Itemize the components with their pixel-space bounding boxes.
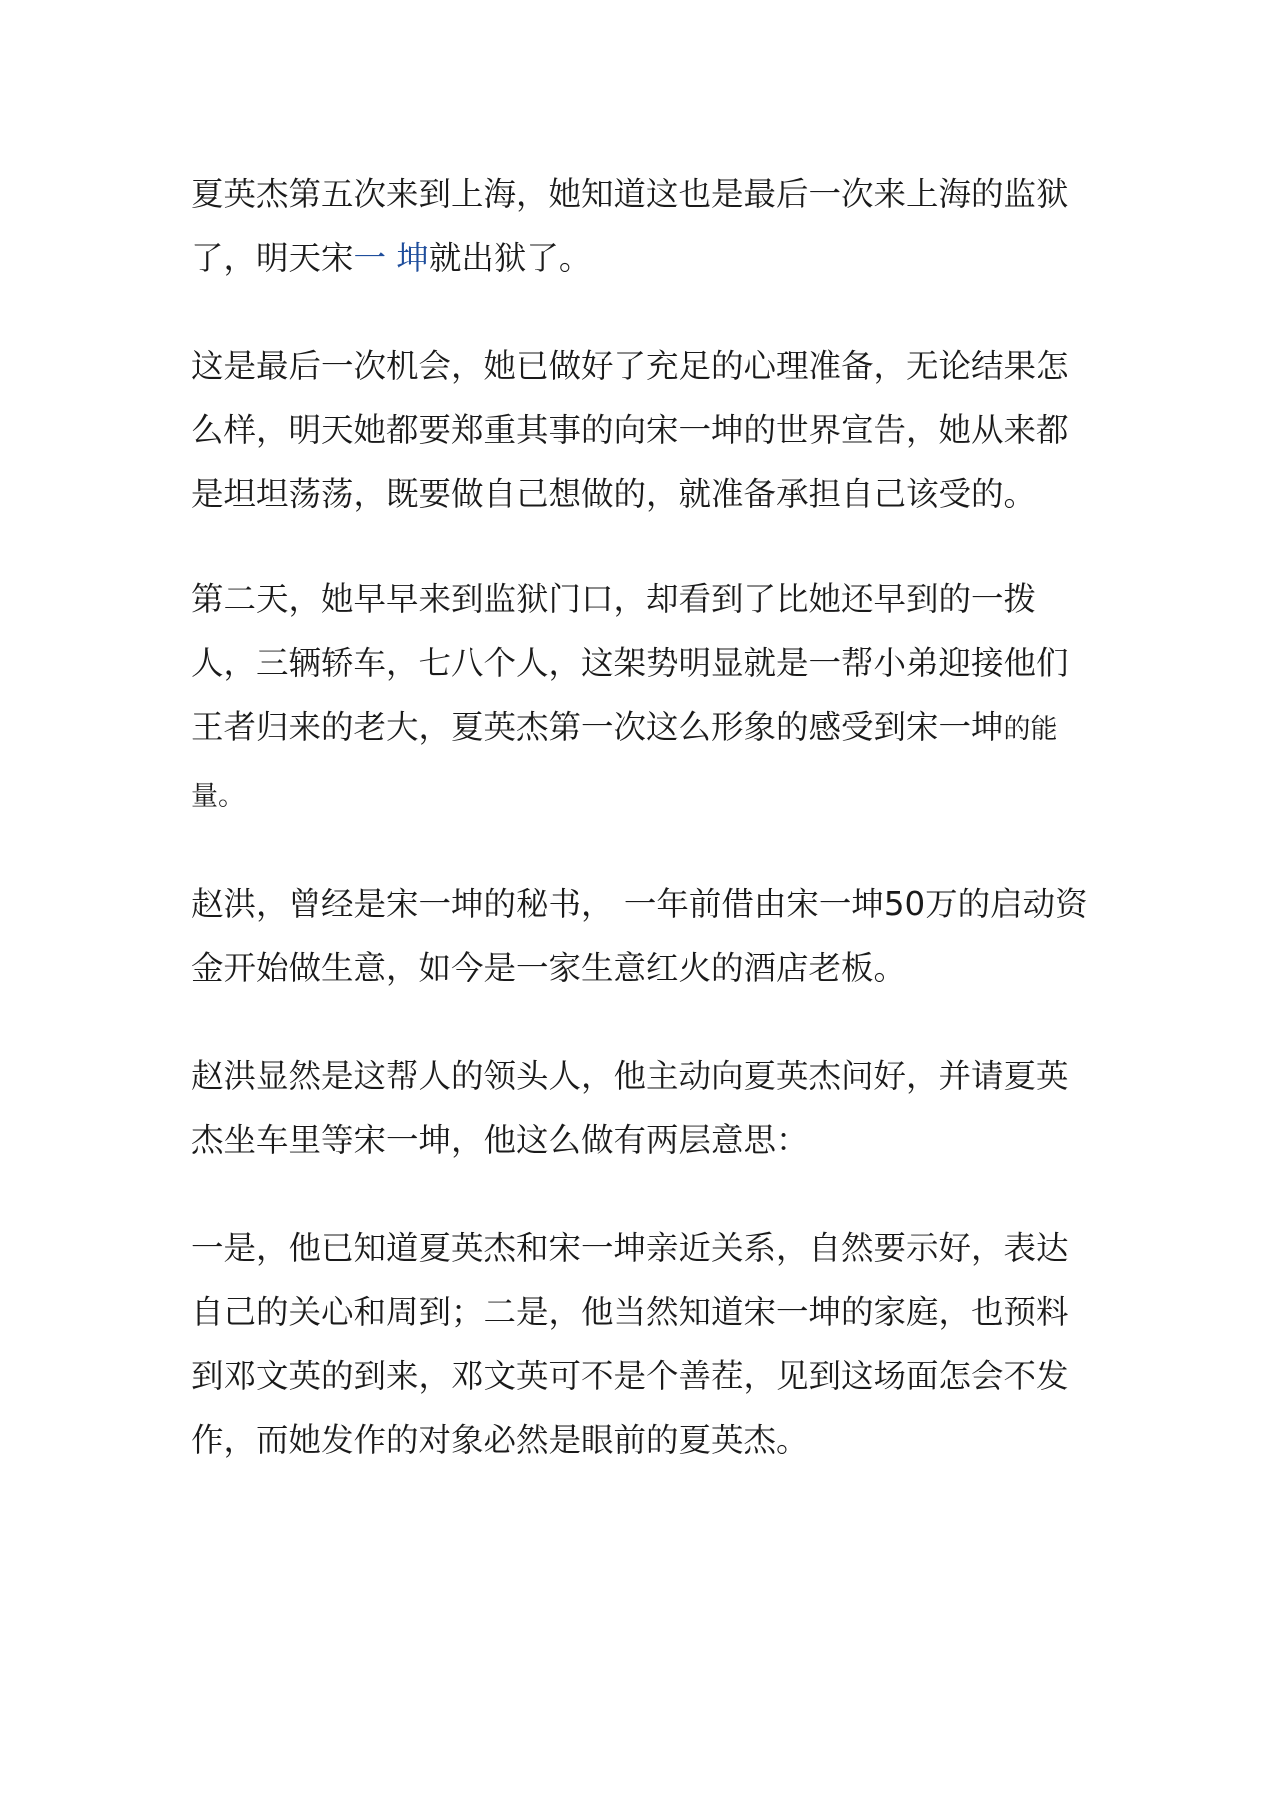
paragraph-1-text: 夏英杰第五次来到上海，她知道这也是最后一次来上海的监狱了，明天宋 (191, 175, 1069, 277)
paragraph-3 (191, 567, 1091, 829)
paragraph-4: 赵洪，曾经是宋一坤的秘书， 一年前借由宋一坤50万的启动资金开始做生意，如今是一家生意红火的酒店老板。 (191, 885, 1088, 987)
paragraph-5: 赵洪显然是这帮人的领头人，他主动向夏英杰问好，并请夏英杰坐车里等宋一坤，他这么做有两层意思： (191, 1057, 1069, 1159)
paragraph-3-text: 第二天，她早早来到监狱门口，却看到了比她还早到的一拨人，三辆轿车，七八个人，这架势明显就是一帮小弟迎接他们王者归来的老大，夏英杰第一次这么形象的感受到宋一坤 (191, 580, 1069, 746)
highlighted-name: 一 坤 (353, 239, 429, 277)
paragraph-3-tail: 的能量。 (191, 714, 1058, 812)
paragraph-6: 一是，他已知道夏英杰和宋一坤亲近关系，自然要示好，表达自己的关心和周到；二是，他当然知道宋一坤的家庭，也预料到邓文英的到来，邓文英可不是个善茬，见到这场面怎会不发作，而她发作的对象必然是眼前的夏英杰。 (191, 1229, 1069, 1459)
paragraph-1 (191, 162, 1091, 290)
paragraph-2: 这是最后一次机会，她已做好了充足的心理准备，无论结果怎么样，明天她都要郑重其事的向宋一坤的世界宣告，她从来都是坦坦荡荡，既要做自己想做的，就准备承担自己该受的。 (191, 347, 1069, 513)
article-body (191, 162, 1091, 1512)
paragraph-1-tail: 就出狱了。 (428, 239, 592, 277)
